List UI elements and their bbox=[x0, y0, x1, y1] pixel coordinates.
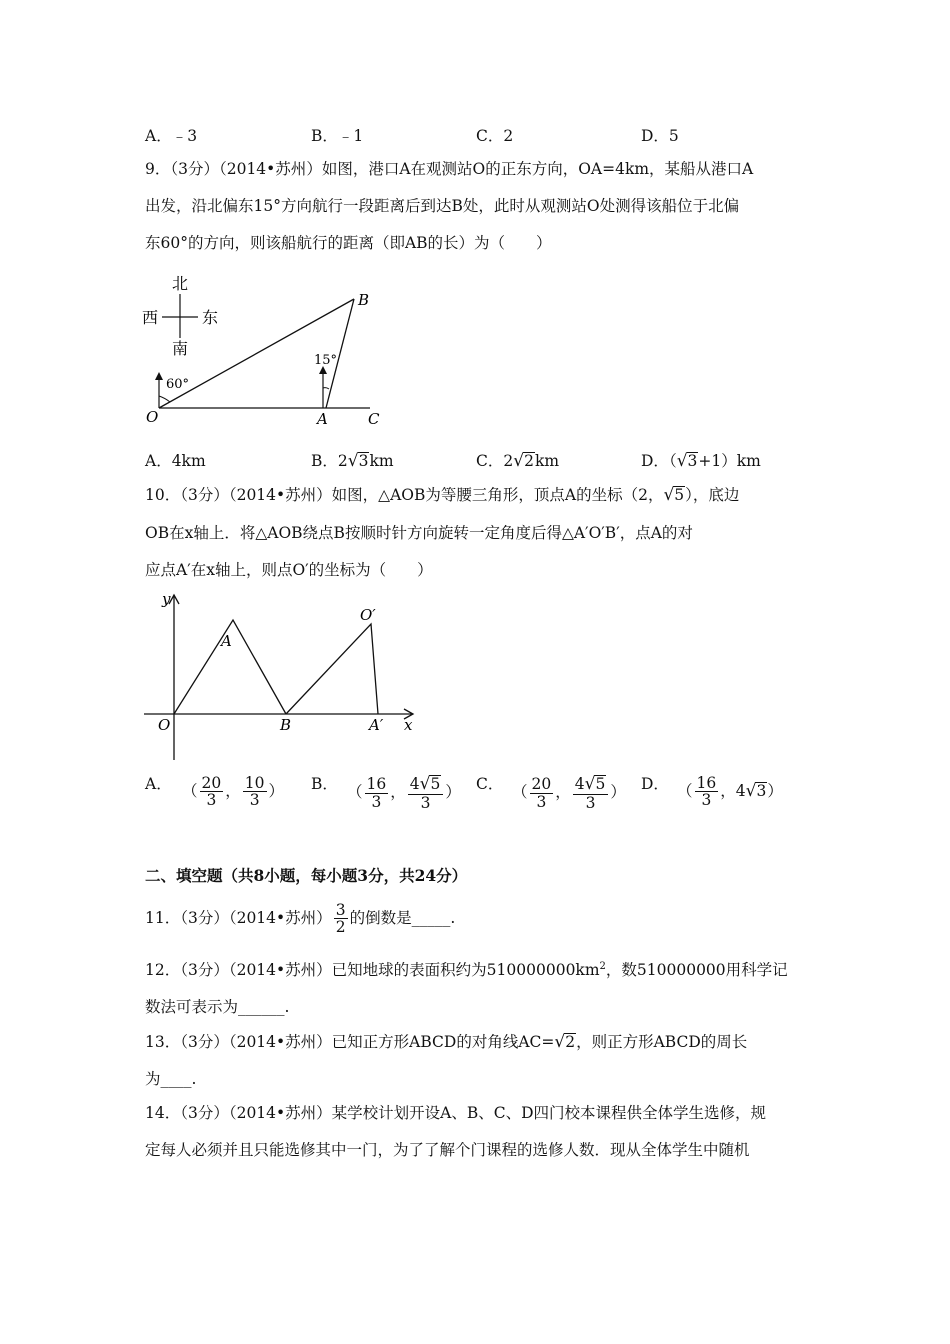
q14-line-2: 定每人必须并且只能选修其中一门，为了了解个门课程的选修人数．现从全体学生中随机 bbox=[145, 1141, 750, 1159]
q9-option-d: D．（√3+1）km bbox=[641, 451, 761, 471]
q8-option-d: D．5 bbox=[641, 127, 679, 145]
sqrt-icon: √ bbox=[347, 451, 359, 471]
q8-option-a: A．﹣3 bbox=[145, 127, 198, 145]
q9-option-b: B．2√3km bbox=[311, 451, 394, 471]
q9-line-1: 9．（3分）（2014•苏州）如图，港口A在观测站O的正东方向，OA=4km，某船从港口A bbox=[145, 160, 754, 178]
q10-option-a: A． bbox=[145, 775, 172, 793]
triangle-a2o2b bbox=[286, 624, 378, 714]
sqrt-icon: √ bbox=[419, 774, 431, 794]
q13-line-2: 为____. bbox=[145, 1070, 197, 1088]
angle-arc-o bbox=[159, 396, 170, 402]
north-arrowhead-o bbox=[155, 372, 163, 380]
q10-option-b: B． bbox=[311, 775, 338, 793]
point-label-a-prime: A′ bbox=[369, 716, 384, 734]
q10-option-c-value: （ $\frac{20}{3}$ ， $\frac{4√5}{3}$ ） bbox=[512, 774, 626, 812]
sqrt-icon: √ bbox=[584, 774, 596, 794]
compass-east: 东 bbox=[202, 308, 219, 327]
q14-line-1: 14．（3分）（2014•苏州）某学校计划开设A、B、C、D四门校本课程供全体学生选修，规 bbox=[145, 1104, 767, 1122]
sqrt-icon: √ bbox=[663, 485, 675, 505]
q9-option-a: A．4km bbox=[145, 452, 206, 470]
q12-line-1: 12．（3分）（2014•苏州）已知地球的表面积约为$510000000km^2$，数510000000用科学记 bbox=[145, 960, 788, 979]
q9-line-3: 东60°的方向，则该船航行的距离（即AB的长）为（ ） bbox=[145, 234, 552, 252]
q10-line-2: OB在x轴上．将△AOB绕点B按顺时针方向旋转一定角度后得△A′O′B′，点A的对 bbox=[145, 524, 693, 542]
q10-option-d-value: （ $\frac{16}{3}$ ，4√3） bbox=[677, 774, 783, 810]
point-label-a: A bbox=[221, 632, 232, 650]
point-label-b: B bbox=[280, 716, 292, 734]
angle-arc-a bbox=[323, 388, 329, 389]
point-label-b: B bbox=[358, 291, 370, 309]
q13-line-1: 13．（3分）（2014•苏州）已知正方形ABCD的对角线AC=√2，则正方形ABCD的周长 bbox=[145, 1032, 748, 1052]
q10-option-d: D． bbox=[641, 775, 669, 793]
section-2-title: 二、填空题（共8小题，每小题3分，共24分） bbox=[145, 866, 468, 885]
q9-figure bbox=[138, 268, 398, 438]
sqrt-icon: √ bbox=[676, 451, 688, 471]
point-label-c: C bbox=[368, 410, 380, 428]
sqrt-icon: √ bbox=[513, 451, 525, 471]
compass-south: 南 bbox=[172, 339, 189, 358]
sqrt-icon: √ bbox=[554, 1032, 566, 1052]
compass-north: 北 bbox=[172, 274, 189, 293]
q12-line-2: 数法可表示为______. bbox=[145, 998, 290, 1016]
angle-label-o: 60° bbox=[166, 377, 190, 392]
q8-option-c: C．2 bbox=[476, 127, 514, 145]
q10-figure bbox=[140, 588, 430, 763]
q10-line-3: 应点A′在x轴上，则点O′的坐标为（ ） bbox=[145, 561, 433, 579]
q9-option-c: C．2√2km bbox=[476, 451, 560, 471]
axis-label-x: x bbox=[404, 716, 413, 734]
q8-option-b: B．﹣1 bbox=[311, 127, 364, 145]
point-label-a: A bbox=[317, 410, 328, 428]
point-label-o-prime: O′ bbox=[360, 606, 376, 624]
point-label-o: O bbox=[146, 408, 159, 426]
compass-west: 西 bbox=[142, 308, 159, 327]
q10-option-c: C． bbox=[476, 775, 504, 793]
q11-line: 11．（3分）（2014•苏州） $\frac{3}{2}$ 的倒数是_____. bbox=[145, 901, 456, 937]
q9-line-2: 出发，沿北偏东15°方向航行一段距离后到达B处，此时从观测站O处测得该船位于北偏 bbox=[145, 197, 740, 215]
q10-option-a-value: （ $\frac{20}{3}$ ， $\frac{10}{3}$ ） bbox=[182, 774, 285, 810]
point-label-o: O bbox=[158, 716, 171, 734]
sqrt-icon: √ bbox=[745, 780, 757, 801]
axis-label-y: y bbox=[162, 590, 171, 608]
q10-line-1: 10．（3分）（2014•苏州）如图，△AOB为等腰三角形，顶点A的坐标（2，√5），底边 bbox=[145, 485, 740, 505]
angle-label-a: 15° bbox=[314, 353, 338, 368]
q10-option-b-value: （ $\frac{16}{3}$ ， $\frac{4√5}{3}$ ） bbox=[347, 774, 461, 812]
